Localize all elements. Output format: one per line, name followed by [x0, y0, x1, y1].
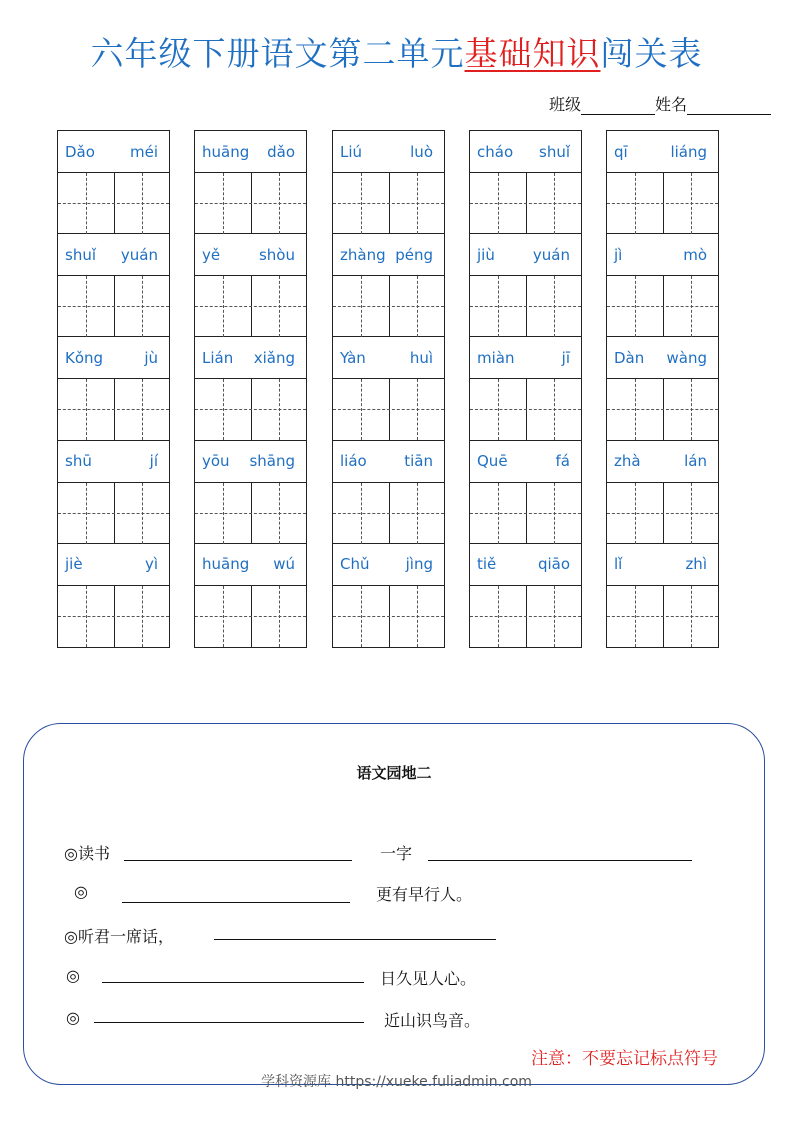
grid-line — [195, 409, 306, 410]
pinyin-syllable-1: lǐ — [614, 555, 623, 574]
word-group — [607, 441, 718, 544]
pinyin-column — [57, 130, 170, 648]
pinyin-syllable-2: mò — [683, 245, 707, 264]
word-group — [470, 544, 581, 647]
pinyin-row — [333, 131, 444, 173]
pinyin-syllable-1: Liú — [340, 142, 363, 161]
pinyin-syllable-2: wú — [273, 555, 295, 574]
grid-line — [279, 276, 280, 337]
pinyin-syllable-1: yōu — [202, 452, 230, 471]
pinyin-column — [332, 130, 445, 648]
pinyin-syllable-2: shòu — [258, 245, 295, 264]
grid-line — [333, 513, 444, 514]
grid-line — [554, 173, 555, 234]
grid-line — [417, 379, 418, 440]
pinyin-syllable-2: jī — [561, 348, 570, 367]
grid-line — [554, 379, 555, 440]
line-2-suffix: 更有早行人。 — [376, 885, 473, 904]
pinyin-column — [469, 130, 582, 648]
pinyin-syllable-1: zhà — [614, 452, 641, 471]
word-group — [470, 131, 581, 234]
line-5-blank[interactable] — [94, 1022, 364, 1023]
grid-line — [470, 409, 581, 410]
grid-line — [470, 203, 581, 204]
pinyin-syllable-2: jù — [144, 348, 158, 367]
pinyin-syllable-2: zhì — [685, 555, 707, 574]
grid-line — [333, 306, 444, 307]
word-group — [607, 234, 718, 337]
pinyin-row — [607, 234, 718, 276]
grid-line — [333, 616, 444, 617]
writing-grid[interactable] — [333, 586, 444, 647]
pinyin-row — [470, 337, 581, 379]
pinyin-row — [195, 544, 306, 586]
pinyin-row — [470, 544, 581, 586]
pinyin-syllable-1: tiě — [477, 555, 497, 574]
class-blank[interactable] — [581, 96, 655, 115]
grid-line — [58, 306, 169, 307]
pinyin-syllable-1: Dǎo — [65, 142, 95, 161]
garden-title: 语文园地二 — [356, 764, 432, 782]
class-label: 班级 — [548, 95, 581, 114]
grid-line — [635, 586, 636, 647]
grid-line — [470, 616, 581, 617]
grid-line — [691, 276, 692, 337]
garden-box — [23, 723, 765, 1085]
word-group — [333, 337, 444, 440]
pinyin-row — [58, 337, 169, 379]
grid-line — [279, 379, 280, 440]
word-group — [58, 234, 169, 337]
grid-line — [86, 276, 87, 337]
word-group — [195, 131, 306, 234]
writing-grid[interactable] — [607, 379, 718, 440]
word-group — [607, 337, 718, 440]
pinyin-row — [195, 131, 306, 173]
pinyin-syllable-1: jiè — [65, 555, 83, 574]
grid-line — [498, 586, 499, 647]
pinyin-syllable-2: tiān — [404, 452, 433, 471]
grid-line — [691, 379, 692, 440]
pinyin-row — [195, 441, 306, 483]
grid-line — [58, 616, 169, 617]
pinyin-row — [333, 234, 444, 276]
pinyin-row — [607, 441, 718, 483]
pinyin-syllable-1: jì — [614, 245, 623, 264]
pinyin-syllable-1: Lián — [202, 348, 234, 367]
grid-line — [691, 173, 692, 234]
writing-grid[interactable] — [195, 173, 306, 234]
grid-line — [58, 203, 169, 204]
student-info — [549, 92, 771, 115]
grid-line — [361, 483, 362, 544]
pinyin-syllable-2: lán — [684, 452, 707, 471]
line-1-mid: 一字 — [380, 844, 413, 863]
pinyin-syllable-1: Kǒng — [65, 348, 104, 367]
pinyin-row — [333, 337, 444, 379]
pinyin-syllable-2: yì — [144, 555, 158, 574]
word-group — [195, 234, 306, 337]
grid-line — [607, 616, 718, 617]
grid-line — [223, 276, 224, 337]
pinyin-row — [195, 337, 306, 379]
grid-line — [691, 483, 692, 544]
writing-grid[interactable] — [58, 173, 169, 234]
grid-line — [417, 276, 418, 337]
grid-line — [86, 173, 87, 234]
grid-line — [279, 586, 280, 647]
line-4-blank[interactable] — [102, 982, 364, 983]
word-group — [333, 131, 444, 234]
word-group — [470, 234, 581, 337]
grid-line — [361, 173, 362, 234]
title-part-2: 闯关表 — [600, 34, 703, 73]
grid-line — [142, 173, 143, 234]
word-group — [607, 131, 718, 234]
word-group — [470, 337, 581, 440]
grid-line — [498, 173, 499, 234]
writing-grid[interactable] — [470, 276, 581, 337]
writing-grid[interactable] — [333, 276, 444, 337]
grid-line — [417, 483, 418, 544]
grid-line — [361, 379, 362, 440]
pinyin-syllable-1: zhàng — [340, 245, 386, 264]
writing-grid[interactable] — [58, 586, 169, 647]
pinyin-syllable-2: jìng — [405, 555, 433, 574]
grid-line — [333, 409, 444, 410]
grid-line — [607, 306, 718, 307]
pinyin-row — [58, 441, 169, 483]
pinyin-syllable-1: qī — [614, 142, 628, 161]
pinyin-syllable-2: liáng — [670, 142, 707, 161]
pinyin-row — [195, 234, 306, 276]
name-label: 姓名 — [654, 95, 687, 114]
grid-line — [635, 173, 636, 234]
pinyin-column — [606, 130, 719, 648]
pinyin-row — [58, 131, 169, 173]
pinyin-row — [470, 234, 581, 276]
pinyin-row — [58, 234, 169, 276]
grid-line — [223, 173, 224, 234]
pinyin-syllable-2: luò — [410, 142, 433, 161]
line-1-blank-b[interactable] — [428, 860, 692, 861]
line-2-blank[interactable] — [122, 902, 350, 903]
pinyin-syllable-1: liáo — [340, 452, 367, 471]
writing-grid[interactable] — [470, 586, 581, 647]
word-group — [58, 441, 169, 544]
pinyin-syllable-1: Yàn — [340, 348, 366, 367]
pinyin-syllable-2: jí — [149, 452, 158, 471]
title-part-1: 六年级下册语文第二单元 — [90, 34, 465, 73]
pinyin-row — [470, 441, 581, 483]
writing-grid[interactable] — [195, 586, 306, 647]
grid-line — [607, 203, 718, 204]
line-1-prefix: ◎读书 — [64, 844, 110, 863]
writing-grid[interactable] — [333, 173, 444, 234]
pinyin-syllable-1: miàn — [477, 348, 515, 367]
pinyin-column — [194, 130, 307, 648]
writing-grid[interactable] — [58, 483, 169, 544]
pinyin-syllable-1: cháo — [477, 142, 514, 161]
grid-line — [470, 306, 581, 307]
pinyin-syllable-2: fá — [555, 452, 570, 471]
grid-line — [498, 379, 499, 440]
writing-grid[interactable] — [607, 483, 718, 544]
grid-line — [86, 379, 87, 440]
writing-grid[interactable] — [58, 276, 169, 337]
word-group — [195, 337, 306, 440]
writing-grid[interactable] — [333, 483, 444, 544]
grid-line — [58, 513, 169, 514]
grid-line — [86, 483, 87, 544]
writing-grid[interactable] — [607, 586, 718, 647]
watermark: 学科资源库 https://xueke.fuliadmin.com — [261, 1074, 532, 1090]
pinyin-syllable-2: yuán — [120, 245, 158, 264]
pinyin-syllable-1: huāng — [202, 142, 250, 161]
writing-grid[interactable] — [195, 276, 306, 337]
pinyin-syllable-1: Chǔ — [340, 555, 370, 574]
grid-line — [607, 409, 718, 410]
writing-grid[interactable] — [195, 483, 306, 544]
pinyin-row — [333, 544, 444, 586]
grid-line — [142, 586, 143, 647]
word-group — [195, 441, 306, 544]
grid-line — [279, 483, 280, 544]
word-group — [58, 544, 169, 647]
page-title — [0, 28, 793, 75]
word-group — [333, 441, 444, 544]
grid-line — [195, 616, 306, 617]
pinyin-syllable-1: shuǐ — [65, 245, 96, 264]
writing-grid[interactable] — [333, 379, 444, 440]
writing-grid[interactable] — [470, 483, 581, 544]
grid-line — [195, 513, 306, 514]
writing-grid[interactable] — [195, 379, 306, 440]
writing-grid[interactable] — [607, 173, 718, 234]
grid-line — [361, 586, 362, 647]
word-group — [333, 234, 444, 337]
writing-grid[interactable] — [470, 173, 581, 234]
word-group — [607, 544, 718, 647]
grid-line — [195, 203, 306, 204]
writing-grid[interactable] — [470, 379, 581, 440]
word-group — [333, 544, 444, 647]
pinyin-syllable-2: wàng — [666, 348, 707, 367]
pinyin-row — [607, 337, 718, 379]
pinyin-syllable-2: péng — [395, 245, 433, 264]
line-4-suffix: 日久见人心。 — [380, 969, 477, 988]
name-blank[interactable] — [687, 96, 771, 115]
grid-line — [554, 586, 555, 647]
line-1-blank-a[interactable] — [124, 860, 352, 861]
grid-line — [607, 513, 718, 514]
grid-line — [142, 276, 143, 337]
grid-line — [223, 379, 224, 440]
line-5-suffix: 近山识鸟音。 — [384, 1011, 481, 1030]
pinyin-syllable-1: shū — [65, 452, 92, 471]
word-group — [58, 131, 169, 234]
pinyin-syllable-2: qiāo — [537, 555, 570, 574]
pinyin-row — [470, 131, 581, 173]
pinyin-syllable-2: méi — [129, 142, 158, 161]
grid-line — [142, 483, 143, 544]
line-3-blank[interactable] — [214, 939, 496, 940]
pinyin-row — [58, 544, 169, 586]
grid-line — [417, 586, 418, 647]
grid-line — [223, 483, 224, 544]
pinyin-row — [607, 544, 718, 586]
grid-line — [195, 306, 306, 307]
pinyin-syllable-2: yuán — [532, 245, 570, 264]
grid-line — [691, 586, 692, 647]
grid-line — [635, 379, 636, 440]
word-group — [195, 544, 306, 647]
grid-line — [470, 513, 581, 514]
word-group — [58, 337, 169, 440]
grid-line — [142, 379, 143, 440]
pinyin-syllable-1: Dàn — [614, 348, 645, 367]
grid-line — [498, 276, 499, 337]
line-4-prefix: ◎ — [66, 966, 80, 985]
pinyin-syllable-1: Quē — [477, 452, 508, 471]
grid-line — [554, 276, 555, 337]
grid-line — [86, 586, 87, 647]
grid-line — [333, 203, 444, 204]
grid-line — [417, 173, 418, 234]
grid-line — [554, 483, 555, 544]
writing-grid[interactable] — [607, 276, 718, 337]
grid-line — [223, 586, 224, 647]
pinyin-syllable-2: xiǎng — [253, 348, 295, 367]
pinyin-syllable-1: yě — [202, 245, 221, 264]
title-highlight: 基础知识 — [464, 34, 601, 73]
pinyin-syllable-2: dǎo — [267, 142, 295, 161]
line-2-prefix: ◎ — [74, 882, 88, 901]
punctuation-note: 注意：不要忘记标点符号 — [531, 1049, 718, 1069]
word-group — [470, 441, 581, 544]
pinyin-syllable-1: jiù — [477, 245, 495, 264]
line-3-prefix: ◎听君一席话， — [64, 927, 174, 946]
writing-grid[interactable] — [58, 379, 169, 440]
grid-line — [361, 276, 362, 337]
grid-line — [498, 483, 499, 544]
line-5-prefix: ◎ — [66, 1008, 80, 1027]
grid-line — [635, 276, 636, 337]
pinyin-row — [607, 131, 718, 173]
pinyin-syllable-2: shāng — [249, 452, 295, 471]
pinyin-syllable-1: huāng — [202, 555, 250, 574]
grid-line — [279, 173, 280, 234]
grid-line — [635, 483, 636, 544]
pinyin-syllable-2: shuǐ — [539, 142, 570, 161]
pinyin-row — [333, 441, 444, 483]
pinyin-syllable-2: huì — [409, 348, 433, 367]
grid-line — [58, 409, 169, 410]
